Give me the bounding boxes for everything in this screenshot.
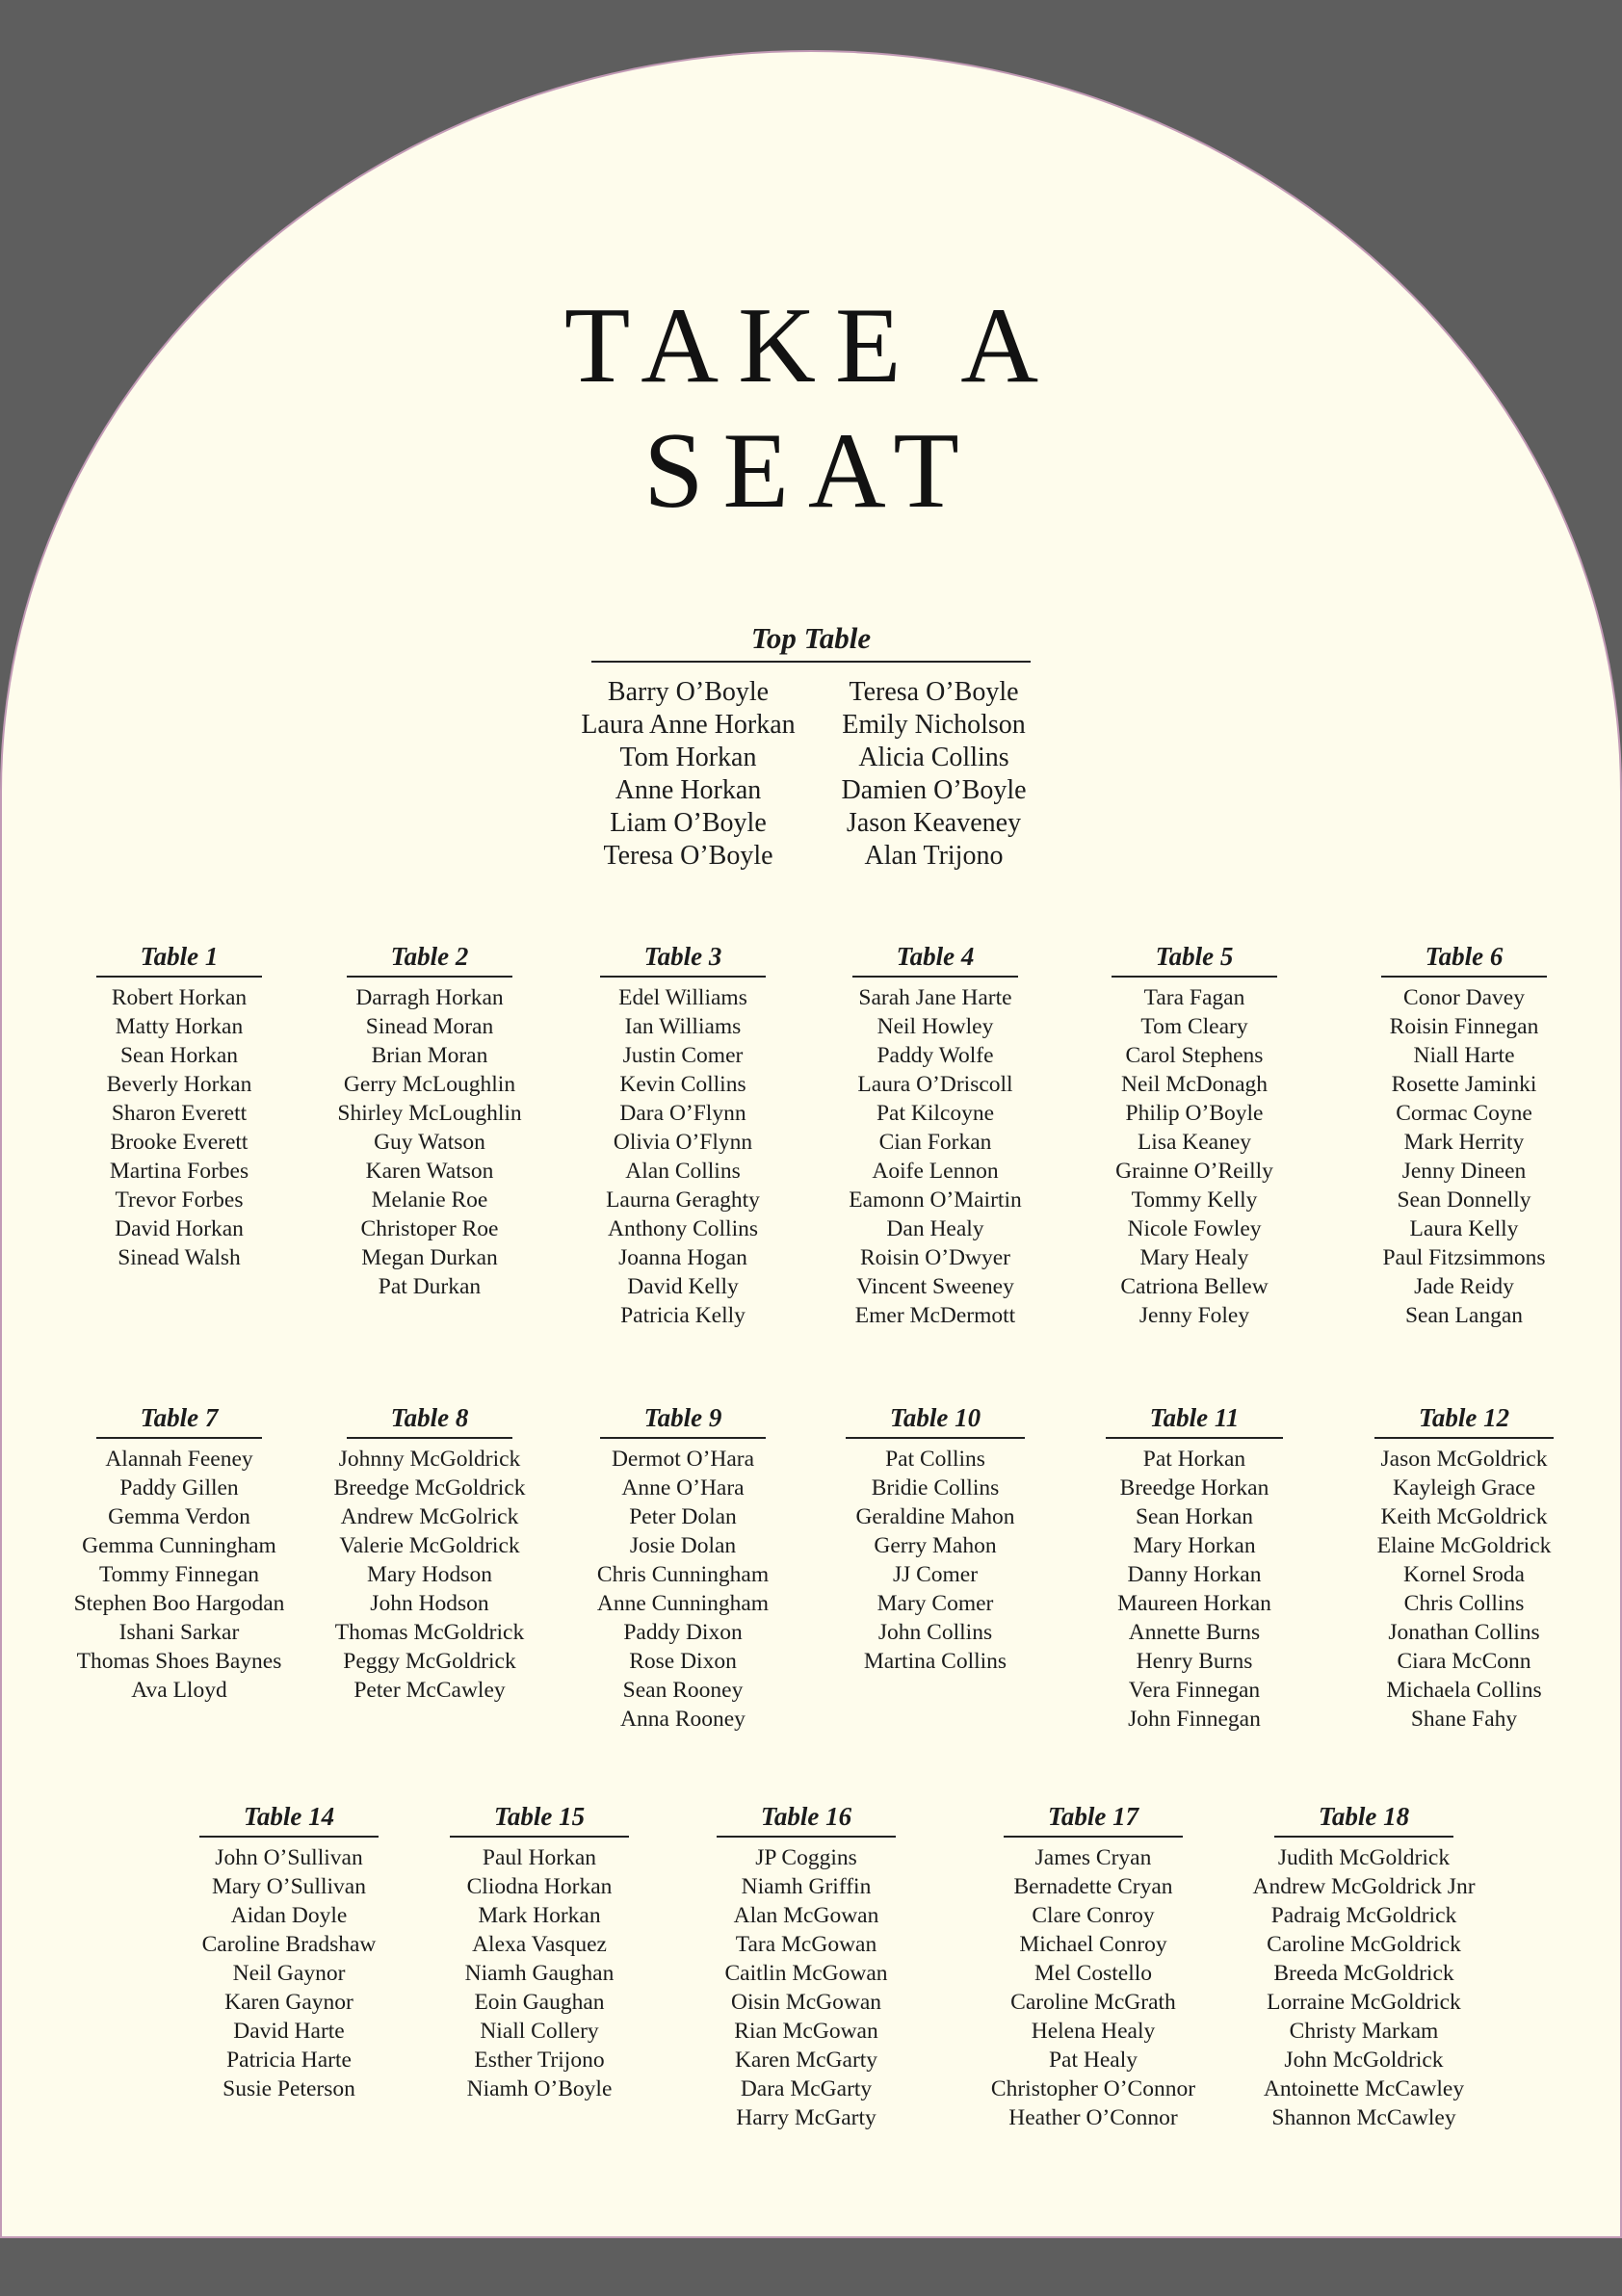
guest-name: Jenny Dineen (1401, 1159, 1527, 1184)
guest-name: Emily Nicholson (842, 710, 1026, 740)
guest-name: Conor Davey (1403, 985, 1525, 1010)
guest-name: Helena Healy (1031, 2019, 1156, 2044)
guest-name: Rose Dixon (629, 1649, 737, 1674)
guest-name: Emer McDermott (854, 1303, 1016, 1328)
table-guest-list (1300, 1445, 1622, 1734)
table-guest-list (1200, 1843, 1528, 2132)
guest-name: Catriona Bellew (1120, 1274, 1269, 1299)
guest-name: Danny Horkan (1127, 1562, 1262, 1587)
guest-name: Patricia Kelly (620, 1303, 746, 1328)
guest-name: Joanna Hogan (618, 1245, 747, 1270)
guest-name: David Harte (233, 2019, 345, 2044)
guest-name: Anne O’Hara (621, 1475, 745, 1500)
guest-name: Paul Fitzsimmons (1382, 1245, 1546, 1270)
guest-name: Padraig McGoldrick (1270, 1903, 1457, 1928)
guest-name: Paddy Dixon (623, 1620, 743, 1645)
guest-name: Aoife Lennon (872, 1159, 999, 1184)
guest-name: Andrew McGoldrick Jnr (1252, 1874, 1476, 1899)
guest-name: Cliodna Horkan (466, 1874, 613, 1899)
guest-name: Pat Kilcoyne (876, 1101, 995, 1126)
guest-name: Eoin Gaughan (474, 1990, 605, 2015)
guest-name: Laura O’Driscoll (857, 1072, 1013, 1097)
guest-name: Esther Trijono (474, 2048, 605, 2073)
guest-name: James Cryan (1034, 1845, 1152, 1870)
guest-name: David Horkan (115, 1216, 244, 1241)
guest-name: Tommy Finnegan (98, 1562, 260, 1587)
guest-name: Thomas Shoes Baynes (76, 1649, 282, 1674)
table-heading: Table 4 (852, 939, 1019, 978)
guest-name: Cian Forkan (878, 1130, 992, 1155)
table-heading: Table 14 (199, 1799, 379, 1838)
guest-name: Harry McGarty (736, 2105, 876, 2130)
guest-name: Ishani Sarkar (118, 1620, 240, 1645)
guest-name: Bridie Collins (871, 1475, 1000, 1500)
guest-name: Mary Healy (1139, 1245, 1249, 1270)
guest-name: Sinead Moran (365, 1014, 494, 1039)
guest-name: Roisin O’Dwyer (860, 1245, 1010, 1270)
guest-name: Mary Hodson (367, 1562, 492, 1587)
guest-name: Judith McGoldrick (1277, 1845, 1451, 1870)
guest-name: Mark Horkan (478, 1903, 601, 1928)
guest-name: Johnny McGoldrick (338, 1447, 521, 1472)
guest-name: John Hodson (370, 1591, 489, 1616)
guest-name: Keith McGoldrick (1380, 1504, 1548, 1529)
table-block (1200, 1799, 1528, 2132)
guest-name: Alan Trijono (864, 841, 1004, 871)
title-line-2: SEAT (643, 411, 979, 531)
table-heading: Table 12 (1374, 1400, 1554, 1439)
guest-name: Megan Durkan (361, 1245, 498, 1270)
guest-name: Laurna Geraghty (606, 1187, 760, 1213)
guest-name: Darragh Horkan (355, 985, 504, 1010)
guest-name: Christy Markam (1289, 2019, 1439, 2044)
guest-name: Gemma Verdon (108, 1504, 250, 1529)
guest-name: Neil McDonagh (1120, 1072, 1269, 1097)
guest-name: Alan McGowan (733, 1903, 879, 1928)
guest-name: Dan Healy (886, 1216, 984, 1241)
table-heading: Table 2 (347, 939, 513, 978)
guest-name: Patricia Harte (226, 2048, 352, 2073)
top-table-heading: Top Table (591, 620, 1031, 663)
guest-name: Tom Cleary (1140, 1014, 1248, 1039)
guest-name: Carol Stephens (1125, 1043, 1264, 1068)
guest-name: Niall Collery (480, 2019, 599, 2044)
guest-name: Jenny Foley (1138, 1303, 1250, 1328)
guest-name: Karen Watson (365, 1159, 494, 1184)
guest-name: Lorraine McGoldrick (1267, 1990, 1461, 2015)
table-heading: Table 1 (96, 939, 263, 978)
table-guest-list (642, 1843, 970, 2132)
guest-name: Sharon Everett (111, 1101, 248, 1126)
guest-name: Grainne O’Reilly (1115, 1159, 1273, 1184)
table-heading: Table 6 (1381, 939, 1548, 978)
guest-name: Shane Fahy (1410, 1707, 1518, 1732)
guest-name: Susie Peterson (222, 2076, 355, 2101)
guest-name: Sean Horkan (119, 1043, 239, 1068)
guest-name: Bernadette Cryan (1013, 1874, 1173, 1899)
guest-name: Chris Collins (1403, 1591, 1525, 1616)
guest-name: Sarah Jane Harte (858, 985, 1012, 1010)
guest-name: Caroline McGoldrick (1267, 1932, 1461, 1957)
table-heading: Table 11 (1106, 1400, 1284, 1439)
guest-name: Beverly Horkan (106, 1072, 252, 1097)
guest-name: Gerry McLoughlin (343, 1072, 516, 1097)
guest-name: Michaela Collins (1386, 1678, 1542, 1703)
guest-name: Jason McGoldrick (1380, 1447, 1548, 1472)
guest-name: Peter Dolan (629, 1504, 737, 1529)
table-heading: Table 15 (450, 1799, 629, 1838)
guest-name: Karen Gaynor (224, 1990, 353, 2015)
guest-name: David Kelly (627, 1274, 739, 1299)
guest-name: Paddy Gillen (119, 1475, 239, 1500)
guest-name: Kevin Collins (619, 1072, 746, 1097)
guest-name: Alannah Feeney (105, 1447, 253, 1472)
guest-name: Guy Watson (374, 1130, 485, 1155)
guest-name: Niamh Griffin (741, 1874, 872, 1899)
guest-name: Cormac Coyne (1396, 1101, 1532, 1126)
guest-name: Sean Rooney (622, 1678, 744, 1703)
guest-name: Kayleigh Grace (1392, 1475, 1536, 1500)
guest-name: Paddy Wolfe (876, 1043, 994, 1068)
guest-name: Breeda McGoldrick (1273, 1961, 1454, 1986)
guest-name: Laura Anne Horkan (581, 710, 796, 740)
guest-name: Ian Williams (624, 1014, 742, 1039)
top-table-guests (570, 676, 1052, 873)
guest-name: Annette Burns (1128, 1620, 1261, 1645)
guest-name: Chris Cunningham (596, 1562, 770, 1587)
guest-name: Ciara McConn (1397, 1649, 1531, 1674)
guest-name: JJ Comer (892, 1562, 979, 1587)
guest-name: Tara Fagan (1143, 985, 1245, 1010)
guest-name: Mel Costello (1033, 1961, 1153, 1986)
guest-name: Olivia O’Flynn (613, 1130, 753, 1155)
guest-name: Gerry Mahon (874, 1533, 997, 1558)
guest-name: Maureen Horkan (1117, 1591, 1271, 1616)
guest-name: Caroline Bradshaw (201, 1932, 377, 1957)
guest-name: Clare Conroy (1032, 1903, 1155, 1928)
guest-name: Heather O’Connor (1008, 2105, 1178, 2130)
guest-name: Paul Horkan (482, 1845, 597, 1870)
guest-name: Dara McGarty (740, 2076, 873, 2101)
guest-name: Aidan Doyle (230, 1903, 348, 1928)
guest-name: Trevor Forbes (115, 1187, 244, 1213)
guest-name: Damien O’Boyle (841, 775, 1027, 805)
guest-name: Christopher O’Connor (990, 2076, 1196, 2101)
guest-name: Sean Donnelly (1397, 1187, 1531, 1213)
table-heading: Table 9 (600, 1400, 767, 1439)
table-heading: Table 10 (846, 1400, 1025, 1439)
guest-name: Brooke Everett (110, 1130, 249, 1155)
guest-name: Barry O’Boyle (607, 677, 770, 707)
guest-name: Niall Harte (1413, 1043, 1515, 1068)
guest-name: Jade Reidy (1414, 1274, 1514, 1299)
guest-name: Matty Horkan (115, 1014, 244, 1039)
top-table-right-column (816, 676, 1052, 873)
guest-name: Vera Finnegan (1128, 1678, 1261, 1703)
guest-name: John O’Sullivan (215, 1845, 363, 1870)
guest-name: Breedge McGoldrick (333, 1475, 526, 1500)
table-heading: Table 8 (347, 1400, 513, 1439)
guest-name: Mary Comer (876, 1591, 994, 1616)
guest-name: Gemma Cunningham (82, 1533, 276, 1558)
guest-name: Sean Horkan (1135, 1504, 1254, 1529)
guest-name: Anthony Collins (607, 1216, 759, 1241)
guest-name: Caitlin McGowan (724, 1961, 888, 1986)
guest-name: John Collins (877, 1620, 993, 1645)
guest-name: Shirley McLoughlin (337, 1101, 522, 1126)
guest-name: Jonathan Collins (1388, 1620, 1540, 1645)
title-line-1: TAKE A (563, 286, 1059, 405)
guest-name: Thomas McGoldrick (334, 1620, 525, 1645)
guest-name: Justin Comer (622, 1043, 744, 1068)
guest-name: Rosette Jaminki (1391, 1072, 1537, 1097)
guest-name: Nicole Fowley (1127, 1216, 1262, 1241)
guest-name: Liam O’Boyle (610, 808, 767, 838)
guest-name: Niamh O’Boyle (466, 2076, 613, 2101)
table-block (1300, 939, 1622, 1330)
guest-name: Dermot O’Hara (611, 1447, 755, 1472)
guest-name: Anna Rooney (620, 1707, 746, 1732)
guest-name: Oisin McGowan (731, 1990, 881, 2015)
guest-name: Andrew McGolrick (340, 1504, 519, 1529)
top-table-left-column (570, 676, 806, 873)
guest-name: Tommy Kelly (1131, 1187, 1258, 1213)
guest-name: Laura Kelly (1409, 1216, 1519, 1241)
guest-name: Pat Collins (885, 1447, 985, 1472)
table-heading: Table 3 (600, 939, 767, 978)
guest-name: Edel Williams (618, 985, 747, 1010)
guest-name: Tara McGowan (735, 1932, 877, 1957)
guest-name: Caroline McGrath (1010, 1990, 1176, 2015)
guest-name: Neil Gaynor (232, 1961, 346, 1986)
guest-name: Alicia Collins (858, 743, 1009, 772)
guest-name: Mary O’Sullivan (212, 1874, 366, 1899)
table-guest-list (1300, 983, 1622, 1330)
table-heading: Table 18 (1274, 1799, 1453, 1838)
guest-name: Dara O’Flynn (619, 1101, 746, 1126)
guest-name: Antoinette McCawley (1263, 2076, 1465, 2101)
guest-name: Eamonn O’Mairtin (849, 1187, 1022, 1213)
guest-name: Kornel Sroda (1403, 1562, 1525, 1587)
table-heading: Table 5 (1112, 939, 1278, 978)
guest-name: Neil Howley (876, 1014, 994, 1039)
guest-name: Pat Durkan (378, 1274, 482, 1299)
guest-name: Mark Herrity (1403, 1130, 1525, 1155)
guest-name: Brian Moran (371, 1043, 488, 1068)
guest-name: Peggy McGoldrick (343, 1649, 516, 1674)
guest-name: Sean Langan (1404, 1303, 1524, 1328)
guest-name: Niamh Gaughan (464, 1961, 615, 1986)
guest-name: Karen McGarty (734, 2048, 878, 2073)
guest-name: Ava Lloyd (131, 1678, 227, 1703)
guest-name: Philip O’Boyle (1125, 1101, 1264, 1126)
guest-name: Robert Horkan (111, 985, 248, 1010)
guest-name: Teresa O’Boyle (603, 841, 773, 871)
guest-name: Josie Dolan (629, 1533, 737, 1558)
guest-name: Teresa O’Boyle (849, 677, 1019, 707)
guest-name: Roisin Finnegan (1389, 1014, 1539, 1039)
guest-name: Geraldine Mahon (855, 1504, 1015, 1529)
guest-name: Henry Burns (1136, 1649, 1253, 1674)
table-heading: Table 17 (1004, 1799, 1183, 1838)
guest-name: Mary Horkan (1133, 1533, 1256, 1558)
guest-name: Martina Forbes (109, 1159, 249, 1184)
guest-name: Rian McGowan (734, 2019, 878, 2044)
guest-name: JP Coggins (755, 1845, 857, 1870)
guest-name: Shannon McCawley (1271, 2105, 1456, 2130)
guest-name: John Finnegan (1128, 1707, 1261, 1732)
guest-name: Michael Conroy (1019, 1932, 1167, 1957)
guest-name: Alan Collins (625, 1159, 741, 1184)
guest-name: Melanie Roe (371, 1187, 488, 1213)
guest-name: Breedge Horkan (1119, 1475, 1269, 1500)
guest-name: Peter McCawley (353, 1678, 506, 1703)
guest-name: Pat Horkan (1142, 1447, 1246, 1472)
guest-name: Anne Horkan (615, 775, 762, 805)
guest-name: Alexa Vasquez (472, 1932, 607, 1957)
top-table-block (570, 620, 1052, 873)
guest-name: Martina Collins (863, 1649, 1007, 1674)
guest-name: John McGoldrick (1284, 2048, 1444, 2073)
guest-name: Valerie McGoldrick (339, 1533, 520, 1558)
guest-name: Pat Healy (1048, 2048, 1138, 2073)
table-block (642, 1799, 970, 2132)
guest-name: Elaine McGoldrick (1376, 1533, 1552, 1558)
guest-name: Tom Horkan (619, 743, 757, 772)
guest-name: Lisa Keaney (1137, 1130, 1252, 1155)
table-heading: Table 16 (717, 1799, 896, 1838)
guest-name: Sinead Walsh (118, 1245, 241, 1270)
guest-name: Jason Keaveney (846, 808, 1022, 838)
guest-name: Christoper Roe (360, 1216, 499, 1241)
guest-name: Anne Cunningham (596, 1591, 770, 1616)
guest-name: Vincent Sweeney (856, 1274, 1014, 1299)
guest-name: Stephen Boo Hargodan (73, 1591, 285, 1616)
table-block (1300, 1400, 1622, 1734)
table-heading: Table 7 (96, 1400, 263, 1439)
